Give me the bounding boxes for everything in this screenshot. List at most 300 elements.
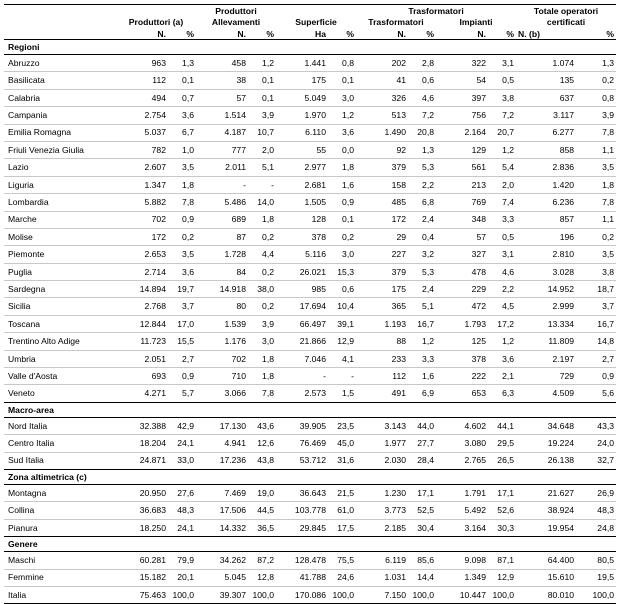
cell-value: 54	[436, 72, 488, 89]
cell-value: 41	[356, 72, 408, 89]
cell-value: 0,6	[408, 72, 436, 89]
cell-value: 693	[116, 368, 168, 385]
cell-value: 2.051	[116, 350, 168, 367]
cell-value: -	[328, 368, 356, 385]
cell-value: 326	[356, 89, 408, 106]
cell-value: 17,1	[408, 484, 436, 501]
cell-value: 33,0	[168, 452, 196, 469]
cell-value: 26.021	[276, 263, 328, 280]
unit-header: N.	[436, 27, 488, 40]
cell-value: 11.723	[116, 333, 168, 350]
table-row	[4, 552, 616, 569]
cell-value: 1,2	[488, 141, 516, 158]
cell-value: 19.224	[516, 435, 576, 452]
cell-value: 1,3	[408, 141, 436, 158]
cell-value: 135	[516, 72, 576, 89]
cell-value: 3.164	[436, 519, 488, 536]
cell-value: 21.627	[516, 484, 576, 501]
cell-value: 17,1	[488, 484, 516, 501]
cell-value: 0,9	[576, 368, 616, 385]
table-row	[4, 89, 616, 106]
cell-value: 378	[276, 228, 328, 245]
cell-value: 0,2	[576, 228, 616, 245]
cell-value: 1,2	[248, 55, 276, 72]
cell-value: 0,2	[248, 228, 276, 245]
cell-value: 85,6	[408, 552, 436, 569]
cell-value: 1,6	[328, 176, 356, 193]
cell-value: 7,8	[576, 124, 616, 141]
cell-value: 100,0	[248, 586, 276, 603]
cell-value: 0,2	[328, 228, 356, 245]
section-title: Zona altimetrica (c)	[4, 469, 616, 484]
cell-value: 64.400	[516, 552, 576, 569]
cell-value: 3,0	[328, 246, 356, 263]
cell-value: 24,1	[168, 435, 196, 452]
cell-value: 44,5	[248, 502, 276, 519]
cell-value: 87	[196, 228, 248, 245]
table-row	[4, 368, 616, 385]
cell-value: 3.066	[196, 385, 248, 402]
cell-value: 561	[436, 159, 488, 176]
cell-value: 227	[356, 246, 408, 263]
cell-value: 196	[516, 228, 576, 245]
unit-header: N.	[116, 27, 168, 40]
cell-value: 16,7	[576, 315, 616, 332]
cell-value: 43,8	[248, 452, 276, 469]
data-table	[4, 4, 616, 604]
cell-value: 24,1	[168, 519, 196, 536]
row-label: Lombardia	[4, 194, 116, 211]
cell-value: 14,4	[408, 569, 436, 586]
cell-value: 1.970	[276, 107, 328, 124]
table-row	[4, 519, 616, 536]
row-label: Sicilia	[4, 298, 116, 315]
cell-value: 0,9	[168, 211, 196, 228]
cell-value: 6,7	[168, 124, 196, 141]
cell-value: 2,0	[248, 141, 276, 158]
cell-value: 6.110	[276, 124, 328, 141]
cell-value: 24,6	[328, 569, 356, 586]
cell-value: 1,8	[328, 159, 356, 176]
cell-value: 38.924	[516, 502, 576, 519]
cell-value: 175	[356, 281, 408, 298]
cell-value: 1,3	[168, 55, 196, 72]
cell-value: 10,4	[328, 298, 356, 315]
cell-value: 2,2	[488, 281, 516, 298]
cell-value: 1.193	[356, 315, 408, 332]
cell-value: 0,5	[488, 72, 516, 89]
cell-value: 17.694	[276, 298, 328, 315]
cell-value: 32.388	[116, 417, 168, 434]
cell-value: 1.031	[356, 569, 408, 586]
cell-value: 1,3	[576, 55, 616, 72]
cell-value: 0,9	[168, 368, 196, 385]
row-label: Emilia Romagna	[4, 124, 116, 141]
cell-value: 2.185	[356, 519, 408, 536]
cell-value: 4,4	[248, 246, 276, 263]
cell-value: 7.469	[196, 484, 248, 501]
cell-value: 5.492	[436, 502, 488, 519]
cell-value: 202	[356, 55, 408, 72]
cell-value: 0,1	[328, 211, 356, 228]
cell-value: 3,3	[408, 350, 436, 367]
cell-value: 3,1	[488, 55, 516, 72]
cell-value: 2.768	[116, 298, 168, 315]
cell-value: 3,6	[168, 263, 196, 280]
row-label: Puglia	[4, 263, 116, 280]
cell-value: 2.607	[116, 159, 168, 176]
cell-value: 43,6	[248, 417, 276, 434]
cell-value: 756	[436, 107, 488, 124]
cell-value: 3.773	[356, 502, 408, 519]
cell-value: 7,8	[248, 385, 276, 402]
cell-value: 7.046	[276, 350, 328, 367]
cell-value: 6,3	[488, 385, 516, 402]
row-label: Femmine	[4, 569, 116, 586]
cell-value: 57	[196, 89, 248, 106]
cell-value: 2.765	[436, 452, 488, 469]
cell-value: 9.098	[436, 552, 488, 569]
cell-value: 7,2	[408, 107, 436, 124]
cell-value: 3.117	[516, 107, 576, 124]
cell-value: 48,3	[168, 502, 196, 519]
table-row	[4, 176, 616, 193]
cell-value: 6,9	[408, 385, 436, 402]
cell-value: 12,6	[248, 435, 276, 452]
cell-value: 2.836	[516, 159, 576, 176]
cell-value: 1.539	[196, 315, 248, 332]
cell-value: 10,7	[248, 124, 276, 141]
cell-value: 2,0	[488, 176, 516, 193]
cell-value: 0,0	[328, 141, 356, 158]
row-label: Valle d'Aosta	[4, 368, 116, 385]
cell-value: 0,4	[408, 228, 436, 245]
cell-value: 5.882	[116, 194, 168, 211]
cell-value: 5,3	[408, 159, 436, 176]
table-row	[4, 194, 616, 211]
cell-value: 3,5	[168, 246, 196, 263]
row-label: Campania	[4, 107, 116, 124]
table-row	[4, 298, 616, 315]
row-label: Sud Italia	[4, 452, 116, 469]
cell-value: 1,8	[248, 350, 276, 367]
cell-value: 2.164	[436, 124, 488, 141]
cell-value: 378	[436, 350, 488, 367]
cell-value: 41.788	[276, 569, 328, 586]
cell-value: 172	[116, 228, 168, 245]
cell-value: 19,7	[168, 281, 196, 298]
cell-value: 7,2	[488, 107, 516, 124]
cell-value: 84	[196, 263, 248, 280]
header-produttori-title: Produttori	[196, 5, 276, 17]
cell-value: 1.791	[436, 484, 488, 501]
cell-value: 3.080	[436, 435, 488, 452]
cell-value: 1,2	[328, 107, 356, 124]
cell-value: 17,2	[488, 315, 516, 332]
cell-value: 3,0	[328, 89, 356, 106]
cell-value: 0,1	[248, 89, 276, 106]
cell-value: 0,7	[168, 89, 196, 106]
cell-value: 20,7	[488, 124, 516, 141]
cell-value: 1.230	[356, 484, 408, 501]
header-blank	[4, 5, 116, 17]
cell-value: 1,2	[408, 333, 436, 350]
cell-value: 14.918	[196, 281, 248, 298]
row-label: Italia	[4, 586, 116, 603]
header-allevamenti: Allevamenti	[211, 17, 261, 27]
row-label: Umbria	[4, 350, 116, 367]
cell-value: 18,7	[576, 281, 616, 298]
cell-value: 21.866	[276, 333, 328, 350]
cell-value: 2.810	[516, 246, 576, 263]
cell-value: 3,8	[576, 263, 616, 280]
cell-value: 365	[356, 298, 408, 315]
cell-value: 10.447	[436, 586, 488, 603]
cell-value: 1,8	[248, 211, 276, 228]
cell-value: 18.204	[116, 435, 168, 452]
cell-value: 3,3	[488, 211, 516, 228]
cell-value: 24.871	[116, 452, 168, 469]
cell-value: 782	[116, 141, 168, 158]
cell-value: 36.643	[276, 484, 328, 501]
cell-value: 129	[436, 141, 488, 158]
cell-value: 5,6	[576, 385, 616, 402]
cell-value: 75,5	[328, 552, 356, 569]
cell-value: 26.138	[516, 452, 576, 469]
cell-value: 494	[116, 89, 168, 106]
cell-value: 233	[356, 350, 408, 367]
cell-value: 1,1	[576, 211, 616, 228]
cell-value: 87,1	[488, 552, 516, 569]
cell-value: 39.905	[276, 417, 328, 434]
cell-value: 0,1	[328, 72, 356, 89]
cell-value: 14.332	[196, 519, 248, 536]
cell-value: 4,1	[328, 350, 356, 367]
header-superficie: Superficie	[295, 17, 337, 27]
cell-value: 985	[276, 281, 328, 298]
unit-header: N.	[196, 27, 248, 40]
table-header	[4, 5, 616, 40]
cell-value: 458	[196, 55, 248, 72]
cell-value: 3,6	[168, 107, 196, 124]
cell-value: 491	[356, 385, 408, 402]
cell-value: 15.182	[116, 569, 168, 586]
cell-value: 2.714	[116, 263, 168, 280]
cell-value: 80.010	[516, 586, 576, 603]
cell-value: 4.187	[196, 124, 248, 141]
unit-header: Ha	[276, 27, 328, 40]
table-row	[4, 72, 616, 89]
cell-value: 3,8	[488, 89, 516, 106]
cell-value: 34.648	[516, 417, 576, 434]
cell-value: 23,5	[328, 417, 356, 434]
cell-value: 20.950	[116, 484, 168, 501]
cell-value: 39.307	[196, 586, 248, 603]
cell-value: 12,8	[248, 569, 276, 586]
cell-value: 38	[196, 72, 248, 89]
table-row	[4, 124, 616, 141]
cell-value: 21,5	[328, 484, 356, 501]
row-label: Molise	[4, 228, 116, 245]
table-body	[4, 40, 616, 604]
table-row	[4, 385, 616, 402]
table-row	[4, 107, 616, 124]
cell-value: 213	[436, 176, 488, 193]
cell-value: 2.681	[276, 176, 328, 193]
cell-value: 19,0	[248, 484, 276, 501]
unit-header: %	[488, 27, 516, 40]
cell-value: 42,9	[168, 417, 196, 434]
cell-value: 28,4	[408, 452, 436, 469]
header-impianti: Impianti	[459, 17, 493, 27]
cell-value: 43,3	[576, 417, 616, 434]
cell-value: 3,9	[576, 107, 616, 124]
cell-value: 12.844	[116, 315, 168, 332]
cell-value: 128.478	[276, 552, 328, 569]
row-label: Pianura	[4, 519, 116, 536]
cell-value: 7.150	[356, 586, 408, 603]
cell-value: 52,6	[488, 502, 516, 519]
row-label: Centro Italia	[4, 435, 116, 452]
cell-value: 0,8	[576, 89, 616, 106]
cell-value: 513	[356, 107, 408, 124]
header-totale-line1: Totale operatori	[516, 5, 616, 17]
cell-value: 4.602	[436, 417, 488, 434]
cell-value: 27,7	[408, 435, 436, 452]
cell-value: 57	[436, 228, 488, 245]
cell-value: 1,8	[248, 368, 276, 385]
cell-value: 2,7	[168, 350, 196, 367]
cell-value: 2.573	[276, 385, 328, 402]
cell-value: 5.116	[276, 246, 328, 263]
cell-value: 38,0	[248, 281, 276, 298]
cell-value: 472	[436, 298, 488, 315]
header-trasformatori: Trasformatori	[368, 17, 424, 27]
cell-value: 55	[276, 141, 328, 158]
cell-value: 5.049	[276, 89, 328, 106]
cell-value: 5,1	[408, 298, 436, 315]
header-produttori-a: Produttori (a)	[128, 17, 184, 27]
cell-value: 6.119	[356, 552, 408, 569]
cell-value: 1.420	[516, 176, 576, 193]
cell-value: 48,3	[576, 502, 616, 519]
cell-value: 0,2	[576, 72, 616, 89]
cell-value: 2,7	[576, 350, 616, 367]
cell-value: 4.941	[196, 435, 248, 452]
section-title: Regioni	[4, 40, 616, 55]
cell-value: 2.977	[276, 159, 328, 176]
cell-value: 100,0	[328, 586, 356, 603]
cell-value: 637	[516, 89, 576, 106]
cell-value: 112	[356, 368, 408, 385]
cell-value: 75.463	[116, 586, 168, 603]
cell-value: 17.130	[196, 417, 248, 434]
cell-value: -	[276, 368, 328, 385]
cell-value: 60.281	[116, 552, 168, 569]
cell-value: 3.143	[356, 417, 408, 434]
cell-value: 31,6	[328, 452, 356, 469]
cell-value: 6.277	[516, 124, 576, 141]
cell-value: 1,5	[328, 385, 356, 402]
cell-value: 0,6	[328, 281, 356, 298]
cell-value: 3,7	[576, 298, 616, 315]
cell-value: 15,5	[168, 333, 196, 350]
cell-value: 100,0	[408, 586, 436, 603]
cell-value: 170.086	[276, 586, 328, 603]
table-row	[4, 502, 616, 519]
cell-value: 80	[196, 298, 248, 315]
section-title: Genere	[4, 537, 616, 552]
cell-value: 36.683	[116, 502, 168, 519]
table-row	[4, 435, 616, 452]
row-label: Trentino Alto Adige	[4, 333, 116, 350]
table-row	[4, 586, 616, 603]
cell-value: 2,4	[408, 211, 436, 228]
cell-value: 1,8	[576, 176, 616, 193]
cell-value: 30,3	[488, 519, 516, 536]
cell-value: 100,0	[488, 586, 516, 603]
cell-value: 1.514	[196, 107, 248, 124]
cell-value: 3,6	[488, 350, 516, 367]
row-label: Sardegna	[4, 281, 116, 298]
unit-header: %	[328, 27, 356, 40]
cell-value: 7,8	[168, 194, 196, 211]
cell-value: 1,8	[168, 176, 196, 193]
cell-value: 14.952	[516, 281, 576, 298]
cell-value: -	[248, 176, 276, 193]
cell-value: 3,6	[328, 124, 356, 141]
cell-value: 39,1	[328, 315, 356, 332]
cell-value: 30,4	[408, 519, 436, 536]
cell-value: 322	[436, 55, 488, 72]
row-label: Liguria	[4, 176, 116, 193]
header-trasformatori-title: Trasformatori	[356, 5, 516, 17]
cell-value: 5,1	[248, 159, 276, 176]
table-row	[4, 281, 616, 298]
cell-value: 702	[116, 211, 168, 228]
cell-value: 3,5	[168, 159, 196, 176]
cell-value: 689	[196, 211, 248, 228]
table-row	[4, 452, 616, 469]
cell-value: 34.262	[196, 552, 248, 569]
cell-value: 348	[436, 211, 488, 228]
cell-value: 2.030	[356, 452, 408, 469]
table-row	[4, 484, 616, 501]
cell-value: 14,8	[576, 333, 616, 350]
cell-value: 2,1	[488, 368, 516, 385]
cell-value: 26,9	[576, 484, 616, 501]
cell-value: 702	[196, 350, 248, 367]
cell-value: 12,9	[488, 569, 516, 586]
cell-value: 3,2	[408, 246, 436, 263]
unit-header: %	[168, 27, 196, 40]
cell-value: 2.197	[516, 350, 576, 367]
cell-value: 2,4	[408, 281, 436, 298]
cell-value: 2,2	[408, 176, 436, 193]
row-label: Veneto	[4, 385, 116, 402]
cell-value: 79,9	[168, 552, 196, 569]
row-label: Nord Italia	[4, 417, 116, 434]
cell-value: 397	[436, 89, 488, 106]
cell-value: 3,9	[248, 315, 276, 332]
cell-value: 2.999	[516, 298, 576, 315]
cell-value: 1.074	[516, 55, 576, 72]
cell-value: 1.347	[116, 176, 168, 193]
cell-value: 44,1	[488, 417, 516, 434]
cell-value: 18.250	[116, 519, 168, 536]
cell-value: 0,1	[248, 72, 276, 89]
cell-value: 19.954	[516, 519, 576, 536]
